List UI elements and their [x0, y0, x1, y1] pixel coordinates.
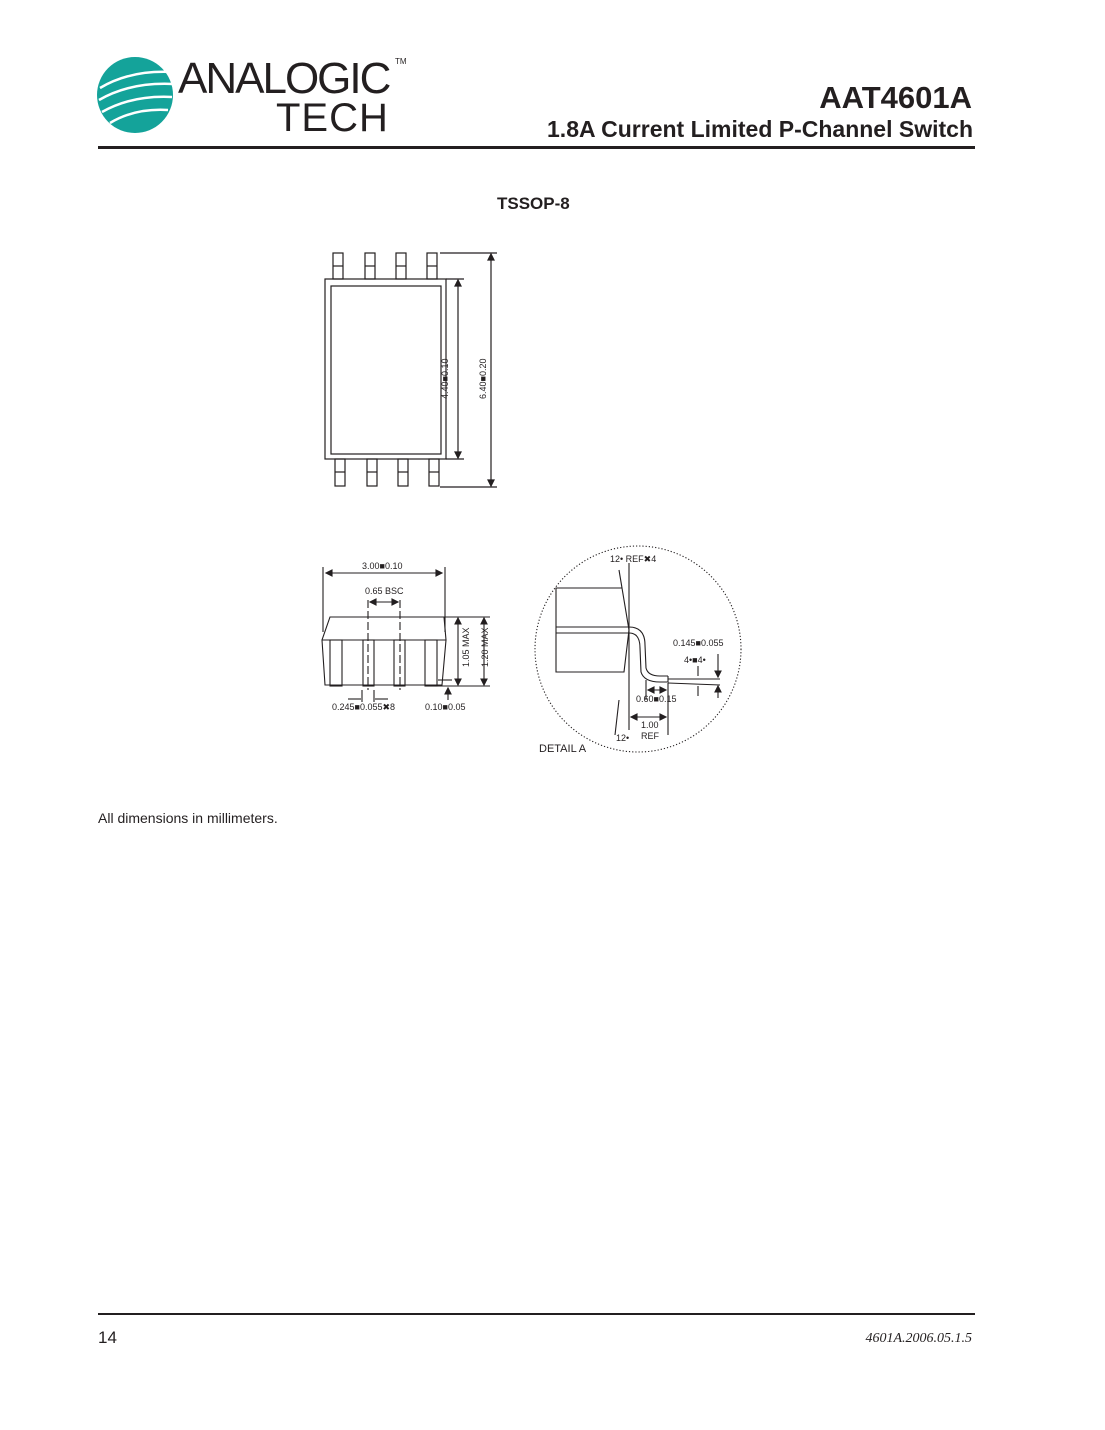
dimensions-note: All dimensions in millimeters. — [98, 810, 278, 826]
dim-length: 3.00■0.10 — [362, 561, 403, 571]
dim-overall-width: 6.40■0.20 — [478, 358, 488, 399]
header-divider — [98, 146, 975, 149]
footer-divider — [98, 1313, 975, 1315]
dim-lead-ref-value: 1.00 — [641, 720, 659, 730]
dim-lead-width: 0.245■0.055✖8 — [332, 702, 396, 712]
part-number: AAT4601A — [819, 80, 972, 115]
dim-foot-angle: 4•■4• — [684, 655, 706, 665]
document-number: 4601A.2006.05.1.5 — [865, 1331, 972, 1346]
package-title: TSSOP-8 — [497, 194, 570, 213]
top-view-drawing — [325, 253, 497, 487]
logo-text-tech: TECH — [276, 96, 389, 140]
dim-bottom-angle: 12• — [616, 733, 630, 743]
logo-text-analogic: ANALOGIC — [178, 54, 390, 103]
dim-foot-length: 0.60■0.15 — [636, 694, 677, 704]
logo-trademark: TM — [395, 57, 407, 66]
dim-lead-ref-label: REF — [641, 731, 659, 741]
document-subtitle: 1.8A Current Limited P-Channel Switch — [547, 116, 973, 142]
dim-standoff: 0.10■0.05 — [425, 702, 466, 712]
dim-lead-thickness: 0.145■0.055 — [673, 638, 724, 648]
detail-label: DETAIL A — [539, 743, 587, 755]
dim-pitch: 0.65 BSC — [365, 586, 404, 596]
dim-total-height: 1.20 MAX — [480, 627, 490, 667]
detail-a-drawing — [535, 546, 741, 752]
dim-body-height: 1.05 MAX — [461, 627, 471, 667]
dim-body-width: 4.40■0.10 — [440, 358, 450, 399]
page-number: 14 — [98, 1328, 117, 1347]
logo-icon — [97, 57, 173, 133]
dim-top-angle: 12• REF✖4 — [610, 554, 657, 564]
